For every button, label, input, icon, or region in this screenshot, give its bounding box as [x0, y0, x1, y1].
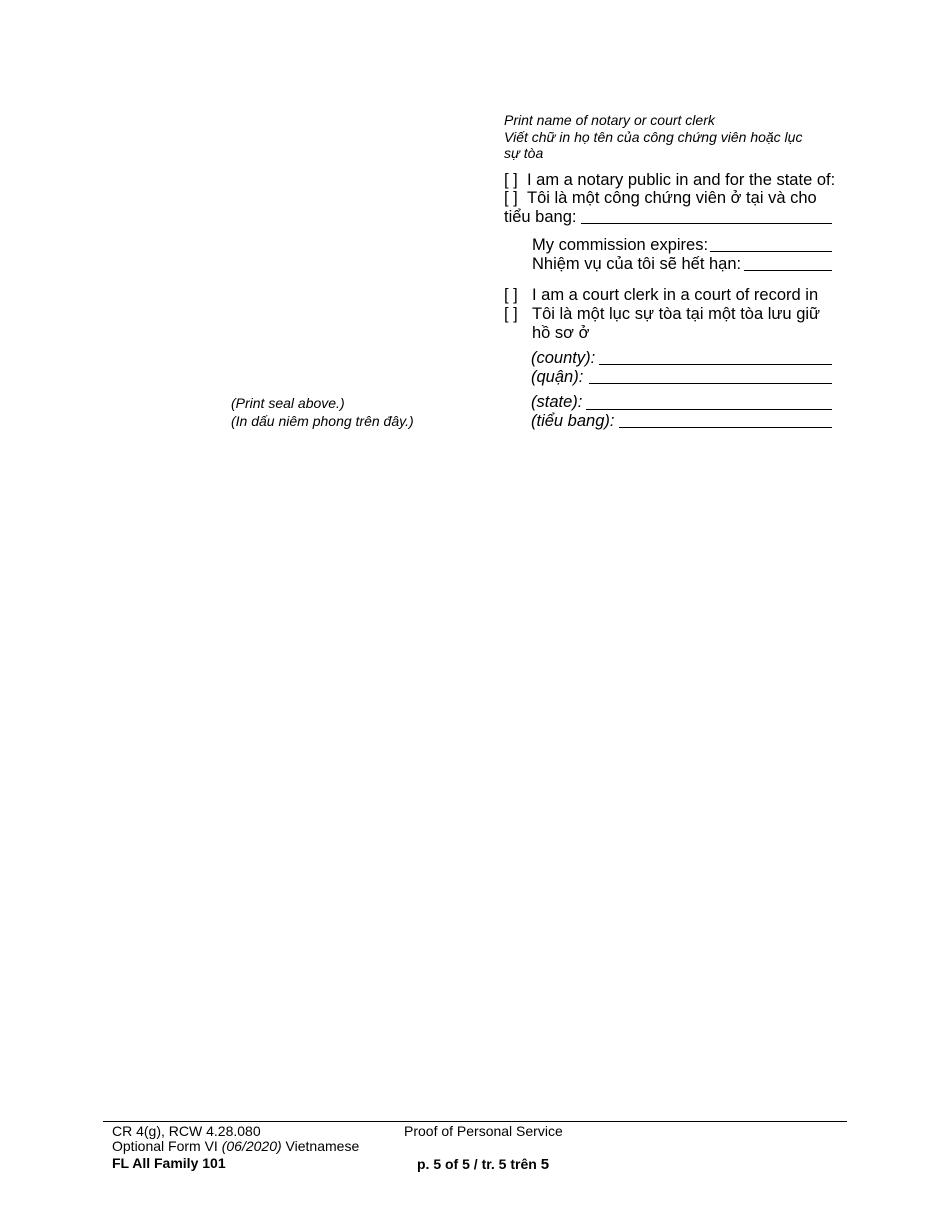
footer-form-version: [112, 1138, 359, 1154]
print-name-label-vi: Viết chữ in họ tên của công chứng viên hoặc lục: [504, 129, 803, 145]
footer-form-language: Vietnamese: [285, 1138, 360, 1154]
commission-expires-label-en: My commission expires:: [532, 236, 709, 254]
footer-page-number: [417, 1156, 549, 1173]
footer-page-current: 5: [540, 1156, 550, 1173]
seal-label-en: (Print seal above.): [231, 395, 345, 411]
notary-checkbox-vi[interactable]: [ ]: [504, 189, 518, 207]
footer-rule-reference: CR 4(g), RCW 4.28.080: [112, 1123, 261, 1139]
print-name-label-en: Print name of notary or court clerk: [504, 112, 715, 128]
seal-label-vi: (In dấu niêm phong trên đây.): [231, 413, 414, 429]
footer-form-title: Proof of Personal Service: [404, 1123, 563, 1139]
state-line[interactable]: [586, 409, 832, 410]
notary-label-en: I am a notary public in and for the state of:: [527, 171, 836, 189]
notary-label-vi: Tôi là một công chứng viên ở tại và cho: [527, 189, 817, 207]
footer-form-id: FL All Family 101: [112, 1155, 226, 1171]
clerk-label-vi: Tôi là một lục sự tòa tại một tòa lưu giữ: [532, 305, 821, 323]
county-label-en: (county):: [531, 349, 596, 367]
county-label-vi: (quận):: [531, 368, 584, 386]
commission-expires-label-vi: Nhiệm vụ của tôi sẽ hết hạn:: [532, 255, 742, 273]
clerk-label-vi-cont: hồ sơ ở: [532, 324, 590, 342]
state-line-vi[interactable]: [619, 427, 832, 428]
county-line-vi[interactable]: [589, 383, 832, 384]
footer-form-date: (06/2020): [221, 1138, 282, 1154]
footer-rule: [103, 1121, 847, 1122]
clerk-checkbox-vi[interactable]: [ ]: [504, 305, 518, 323]
state-label-vi: (tiểu bang):: [531, 412, 615, 430]
notary-checkbox[interactable]: [ ]: [504, 171, 518, 189]
footer-form-prefix: Optional Form VI: [112, 1138, 218, 1154]
clerk-checkbox[interactable]: [ ]: [504, 286, 518, 304]
footer-page-prefix: p. 5 of 5 / tr. 5 trên: [417, 1156, 537, 1172]
notary-state-label: tiểu bang:: [504, 208, 577, 226]
county-line[interactable]: [599, 364, 832, 365]
clerk-label-en: I am a court clerk in a court of record in: [532, 286, 819, 304]
notary-state-line[interactable]: [581, 223, 832, 224]
commission-expires-line[interactable]: [710, 251, 832, 252]
commission-expires-line-vi[interactable]: [744, 270, 832, 271]
state-label-en: (state):: [531, 393, 583, 411]
print-name-label-vi-cont: sự tòa: [504, 145, 544, 161]
